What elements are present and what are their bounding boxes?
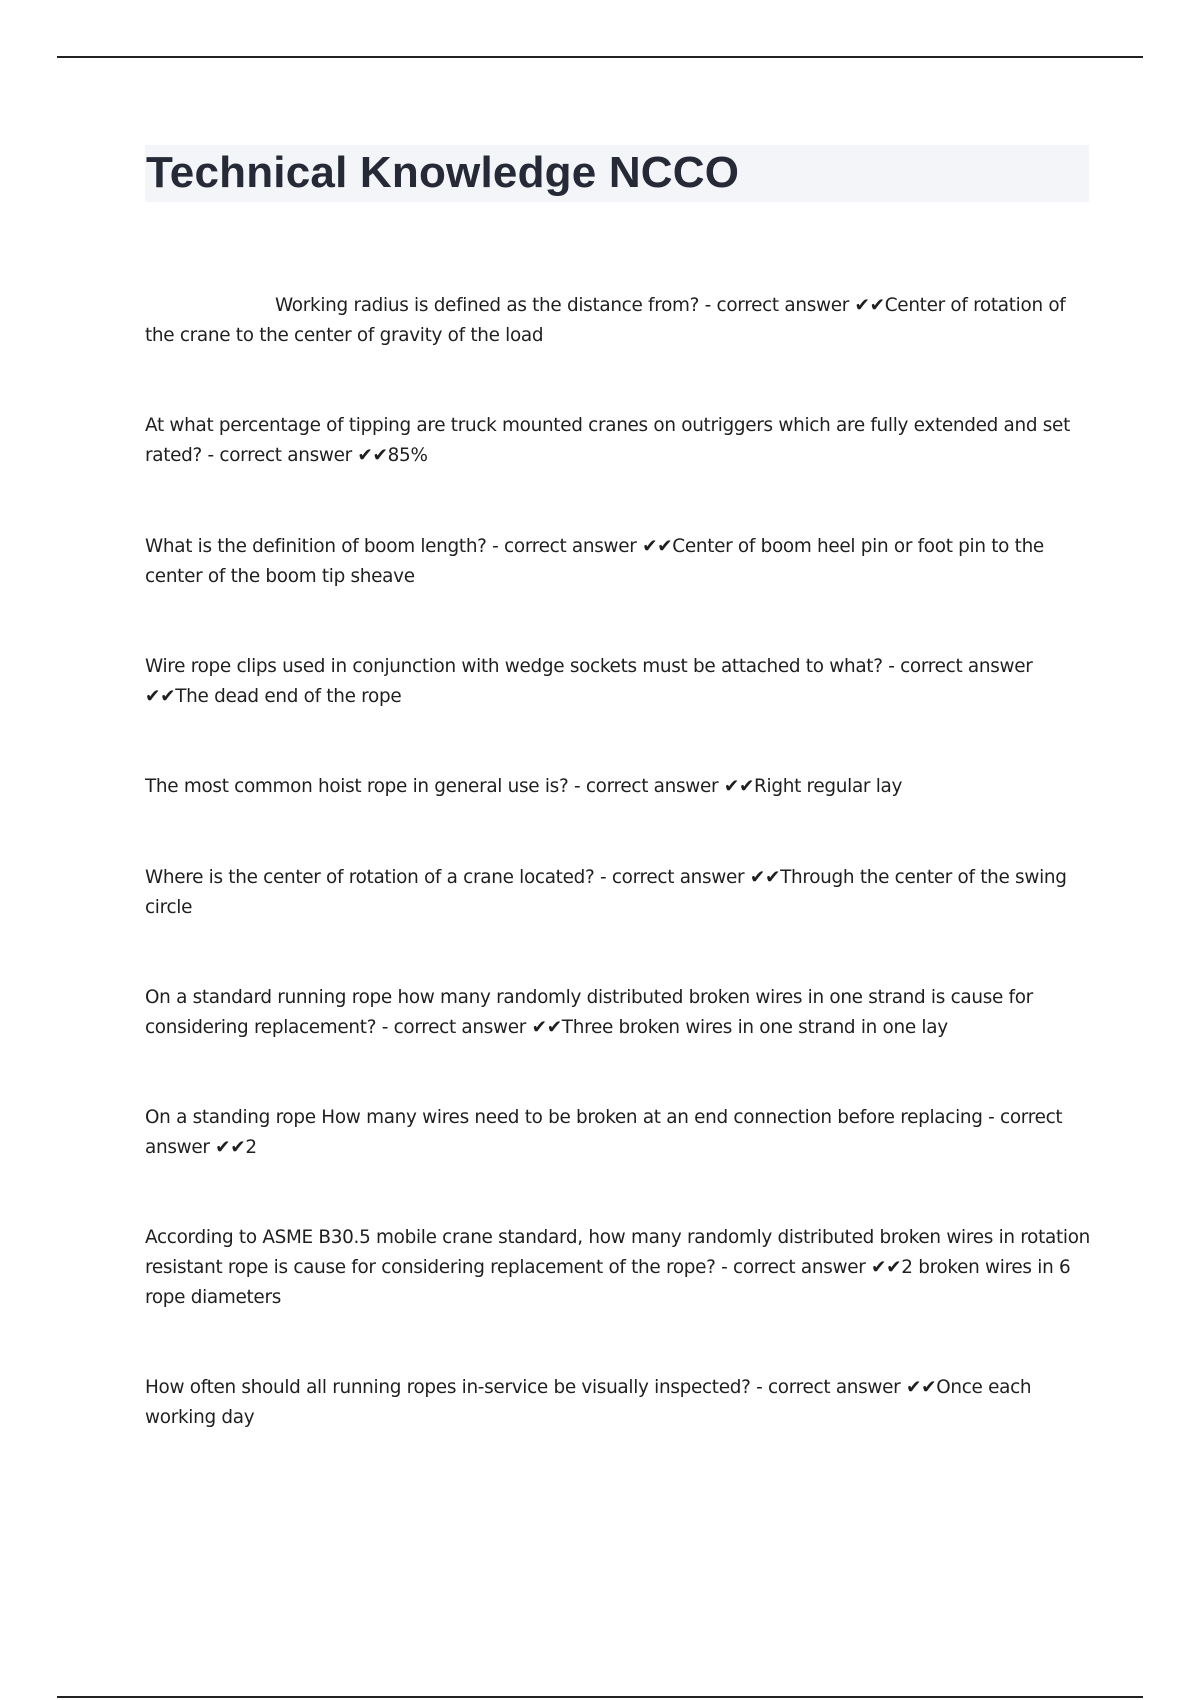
header-rule bbox=[57, 56, 1143, 58]
qa-item-10: How often should all running ropes in-service be visually inspected? - correct answer ✔✔Once each working day bbox=[145, 1377, 1032, 1428]
qa-item-8: On a standing rope How many wires need to be broken at an end connection before replacing - correct answer ✔✔2 bbox=[145, 1107, 1063, 1158]
qa-item-2: At what percentage of tipping are truck mounted cranes on outriggers which are fully extended and set rated? - correct answer ✔✔85% bbox=[145, 415, 1070, 466]
qa-item-3: What is the definition of boom length? - correct answer ✔✔Center of boom heel pin or foot pin to the center of the boom tip sheave bbox=[145, 536, 1044, 587]
footer-rule bbox=[57, 1696, 1143, 1698]
document-title: Technical Knowledge NCCO bbox=[146, 148, 740, 197]
qa-item-6: Where is the center of rotation of a crane located? - correct answer ✔✔Through the center of the swing circle bbox=[145, 867, 1067, 918]
qa-item-9: According to ASME B30.5 mobile crane standard, how many randomly distributed broken wires in rotation resistant rope is cause for considering replacement of the rope? - correct answer ✔✔2 broken wires in 6 rope diameters bbox=[145, 1227, 1090, 1308]
qa-item-7: On a standard running rope how many randomly distributed broken wires in one strand is cause for considering replacement? - correct answer ✔✔Three broken wires in one strand in one lay bbox=[145, 987, 1033, 1038]
qa-item-4: Wire rope clips used in conjunction with wedge sockets must be attached to what? - correct answer ✔✔The dead end of the rope bbox=[145, 656, 1033, 707]
qa-item-5: The most common hoist rope in general use is? - correct answer ✔✔Right regular lay bbox=[145, 776, 903, 797]
qa-item-1: Working radius is defined as the distance from? - correct answer ✔✔Center of rotation of the crane to the center of gravity of the load bbox=[145, 295, 1066, 346]
